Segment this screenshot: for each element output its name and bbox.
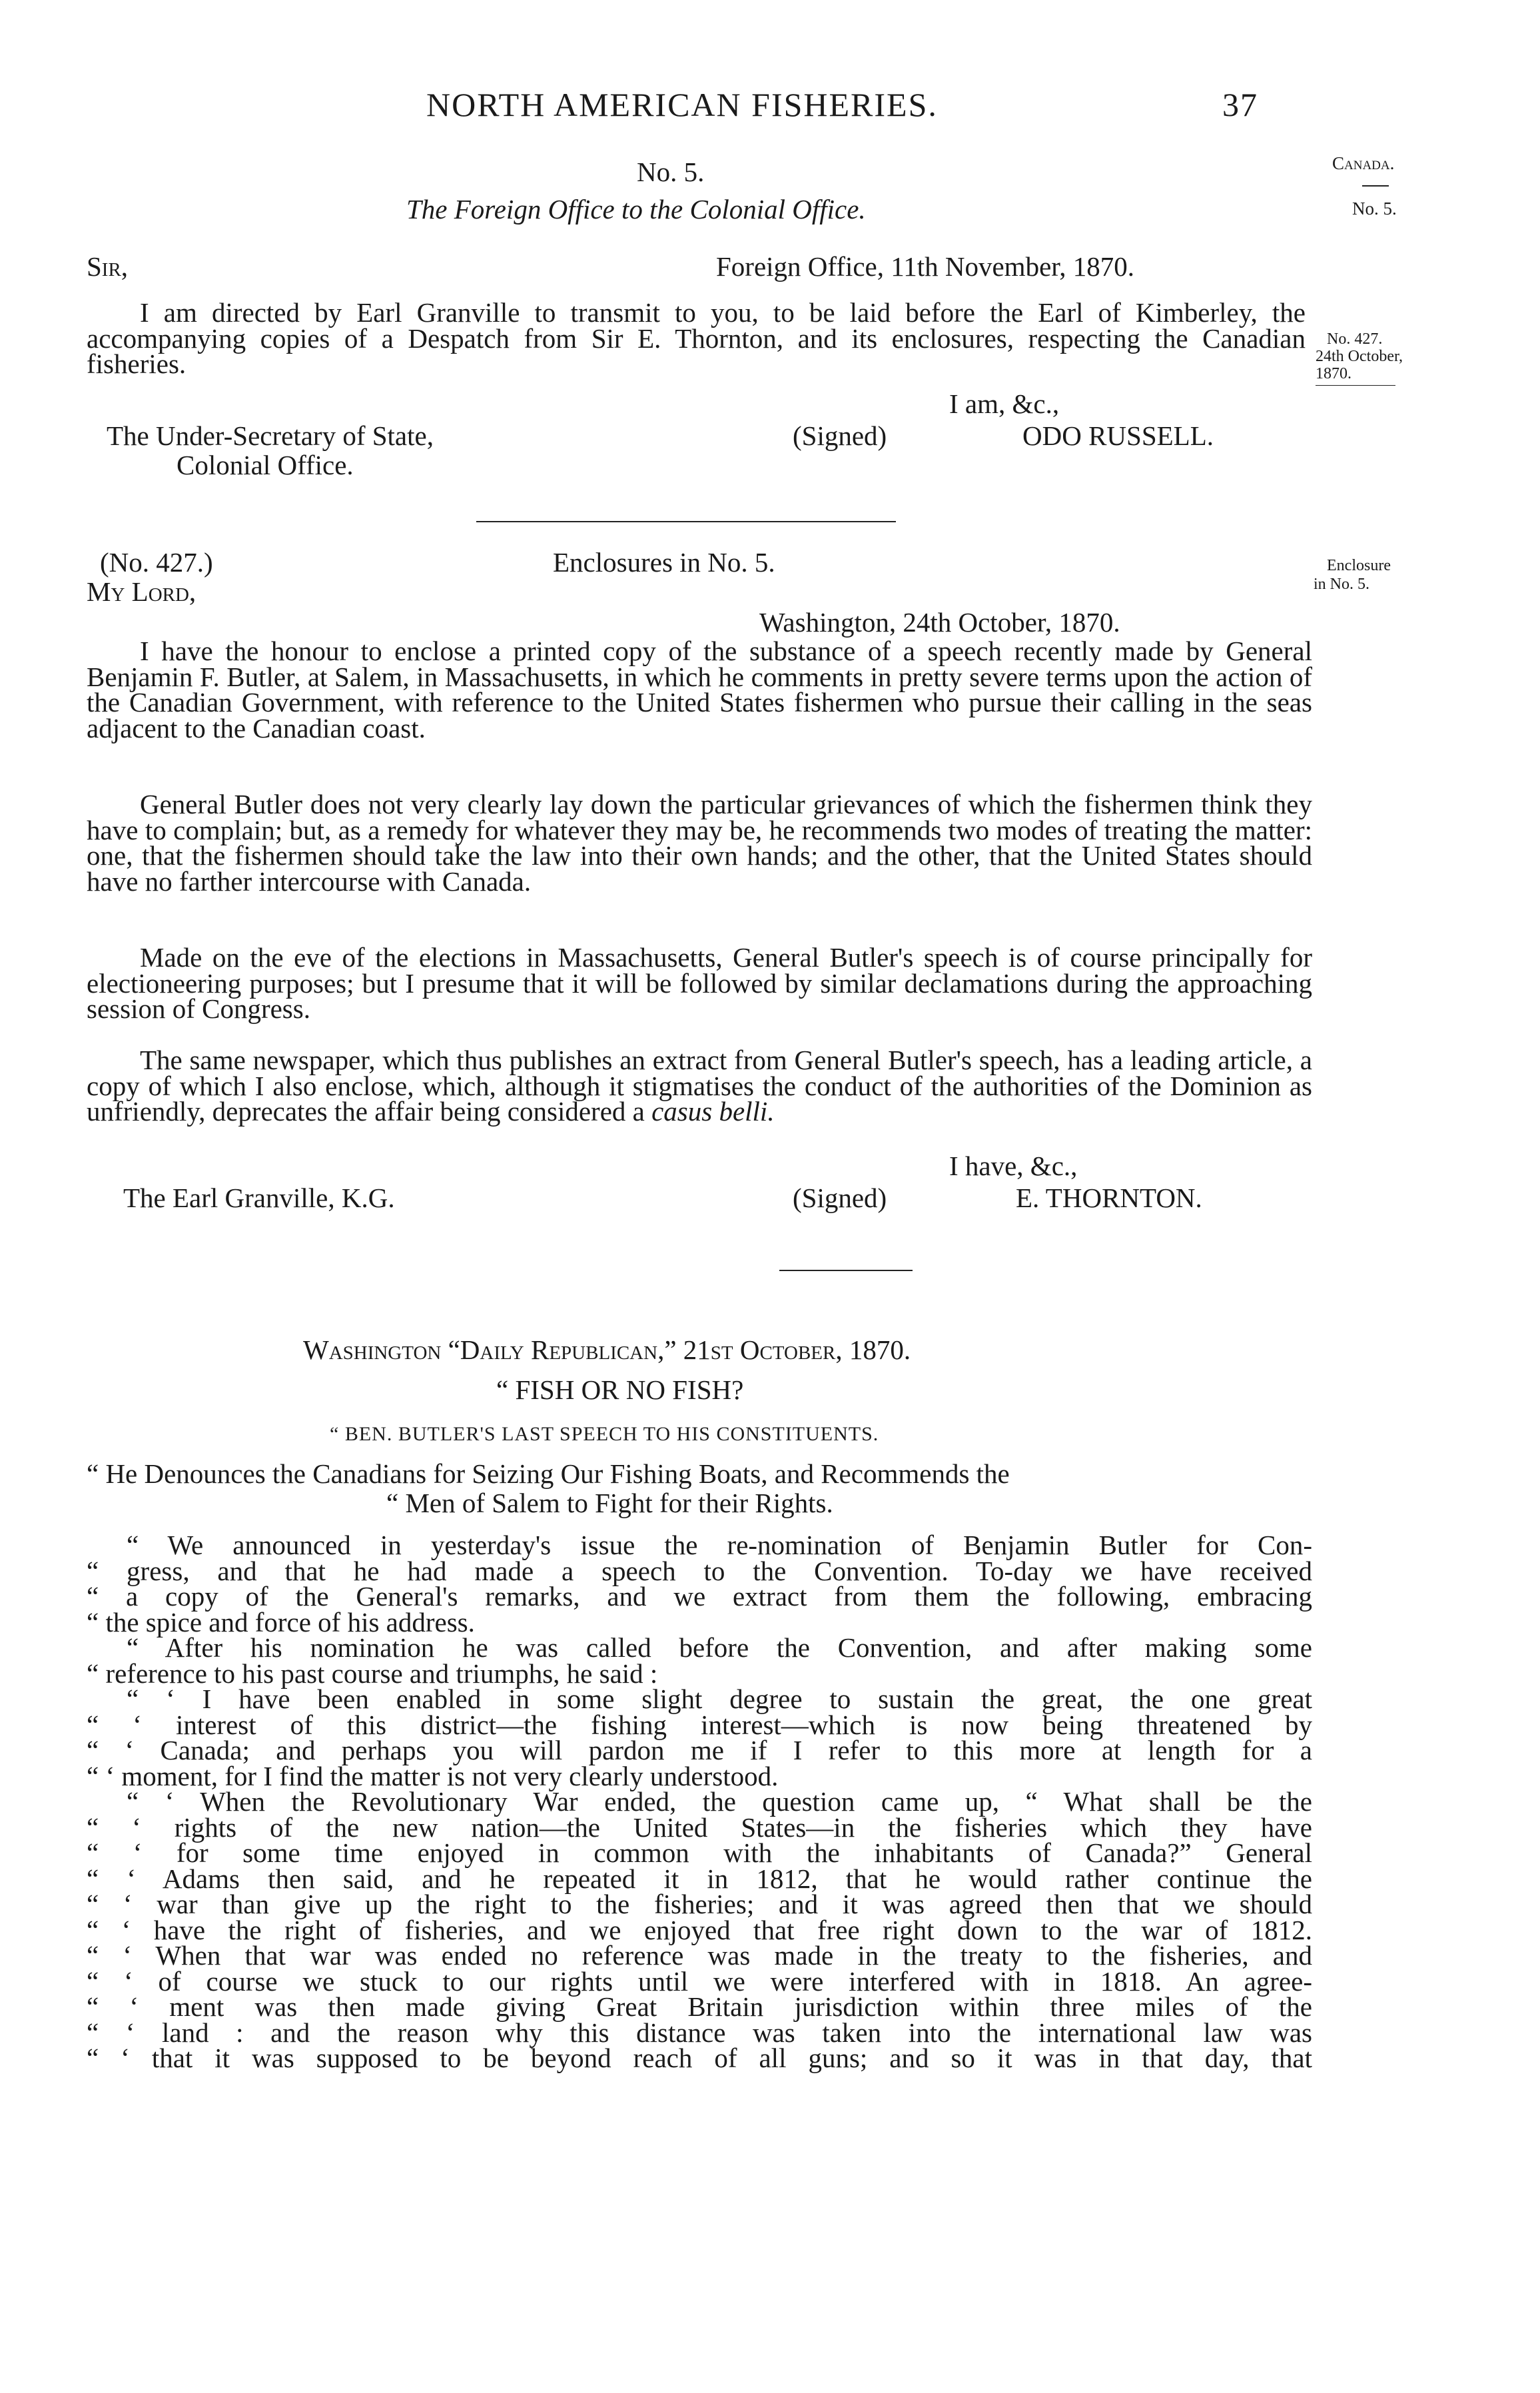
quote-line: “ ‘ interest of this district—the fishing interest—which is now being threatened by xyxy=(87,1709,1312,1740)
enclosure-paragraph-1 xyxy=(87,638,1312,741)
enclosure-paragraph-4-text: The same newspaper, which thus publishes an extract from General Butler's speech, has a leading article, a copy of which I also enclose, which, although it stigmatises the conduct of the authorities of the Dominion as unfriendly, deprecates the affair being considered a xyxy=(87,1045,1312,1127)
enclosure-signed: (Signed) xyxy=(793,1183,887,1213)
letter-subtitle xyxy=(406,192,866,227)
enclosure-closing: I have, &c., xyxy=(949,1151,1078,1181)
enclosure-paragraph-3-text: Made on the eve of the elections in Massachusetts, General Butler's speech is of course principally for electioneering purposes; but I presume that it will be followed by similar declamations during the approaching session of Congress. xyxy=(87,942,1312,1024)
enclosure-heading: Enclosures in No. 5. xyxy=(553,547,775,578)
enclosure-signer: E. THORNTON. xyxy=(1016,1183,1202,1213)
enclosure-number: (No. 427.) xyxy=(100,547,213,578)
enclosure-recipient: The Earl Granville, K.G. xyxy=(123,1183,395,1213)
quote-line: “ the spice and force of his address. xyxy=(87,1606,475,1638)
margin-rule-2 xyxy=(1316,385,1395,386)
quote-line: “ ‘ I have been enabled in some slight degree to sustain the great, the one great xyxy=(127,1683,1312,1714)
enclosure-dateline: Washington, 24th October, 1870. xyxy=(759,607,1120,638)
letter-recipient-2: Colonial Office. xyxy=(177,450,354,480)
letter-closing: I am, &c., xyxy=(949,388,1060,419)
divider-1 xyxy=(476,521,896,522)
letter-recipient-1: The Under-Secretary of State, xyxy=(107,420,434,451)
divider-2 xyxy=(779,1270,913,1271)
letter-signed: (Signed) xyxy=(793,420,887,451)
quote-line: “ ‘ moment, for I find the matter is not very clearly understood. xyxy=(87,1760,779,1791)
enclosure-paragraph-2 xyxy=(87,789,1312,897)
newspaper-deck-2: “ Men of Salem to Fight for their Rights. xyxy=(386,1488,833,1518)
newspaper-body xyxy=(87,1532,1312,2071)
margin-rule xyxy=(1362,185,1389,187)
quote-line: “ a copy of the General's remarks, and we extract from them the following, embracing xyxy=(87,1581,1312,1612)
enclosure-paragraph-3 xyxy=(87,942,1312,1024)
quote-line: “ ‘ for some time enjoyed in common with the inhabitants of Canada?” General xyxy=(87,1837,1312,1868)
letter-number: No. 5. xyxy=(637,157,705,187)
casus-belli: casus belli. xyxy=(651,1096,775,1127)
quote-line: “ After his nomination he was called before the Convention, and after making some xyxy=(127,1632,1312,1663)
quote-line: “ reference to his past course and triumphs, he said : xyxy=(87,1658,658,1689)
enclosure-paragraph-1-text: I have the honour to enclose a printed copy of the substance of a speech recently made by General Benjamin F. Butler, at Salem, in Massachusetts, in which he comments in pretty severe terms upon the action of the Canadian Government, with reference to the United States fishermen who pursue their calling in the seas adjacent to the Canadian coast. xyxy=(87,636,1312,743)
quote-line: “ ‘ land : and the reason why this distance was taken into the international law was xyxy=(87,2017,1312,2048)
letter-dateline: Foreign Office, 11th November, 1870. xyxy=(716,251,1135,282)
letter-salutation: Sir, xyxy=(87,251,129,282)
margin-year427: 1870. xyxy=(1316,365,1351,382)
margin-no427: No. 427. xyxy=(1327,330,1383,348)
enclosure-paragraph-4 xyxy=(87,1047,1312,1125)
margin-canada: Canada. xyxy=(1332,153,1395,173)
quote-line: “ ‘ that it was supposed to be beyond reach of all guns; and so it was in that day, that xyxy=(87,2043,1312,2073)
newspaper-headline: “ FISH OR NO FISH? xyxy=(496,1374,744,1405)
quote-line: “ ‘ of course we stuck to our rights until we were interfered with in 1818. An agree- xyxy=(87,1965,1312,1997)
letter-subtitle-text: The Foreign Office to the Colonial Office. xyxy=(406,194,866,225)
newspaper-masthead: Washington “Daily Republican,” 21st October, 1870. xyxy=(303,1334,911,1365)
quote-line: “ ‘ have the right of fisheries, and we enjoyed that free right down to the war of 1812. xyxy=(87,1914,1312,1945)
running-title: NORTH AMERICAN FISHERIES. xyxy=(426,86,938,123)
letter-signer: ODO RUSSELL. xyxy=(1022,420,1214,451)
newspaper-deck-1: “ He Denounces the Canadians for Seizing Our Fishing Boats, and Recommends the xyxy=(87,1458,1010,1489)
enclosure-paragraph-2-text: General Butler does not very clearly lay down the particular grievances of which the fishermen think they have to complain; but, as a remedy for whatever they may be, he recommends two modes of treating the matter: one, that the fishermen should take the law into their own hands; and the other, that the United States should have no farther intercourse with Canada. xyxy=(87,789,1312,897)
quote-line: “ ‘ ment was then made giving Great Britain jurisdiction within three miles of the xyxy=(87,1991,1312,2022)
enclosure-salutation: My Lord, xyxy=(87,576,196,607)
quote-line: “ ‘ rights of the new nation—the United States—in the fisheries which they have xyxy=(87,1811,1312,1843)
margin-no5: No. 5. xyxy=(1352,199,1397,219)
letter-body xyxy=(87,297,1306,379)
margin-in-no5: in No. 5. xyxy=(1314,576,1369,593)
quote-line: “ We announced in yesterday's issue the re-nomination of Benjamin Butler for Con- xyxy=(127,1530,1312,1560)
margin-date427: 24th October, xyxy=(1316,348,1403,365)
quote-line: “ ‘ Canada; and perhaps you will pardon me if I refer to this more at length for a xyxy=(87,1735,1312,1765)
letter-body-text: I am directed by Earl Granville to transmit to you, to be laid before the Earl of Kimberley, the accompanying copies of a Despatch from Sir E. Thornton, and its enclosures, respecting the Canadian fisheries. xyxy=(87,297,1306,379)
quote-line: “ ‘ When the Revolutionary War ended, the question came up, “ What shall be the xyxy=(127,1786,1312,1817)
quote-line: “ gress, and that he had made a speech to the Convention. To-day we have received xyxy=(87,1555,1312,1586)
margin-enclosure: Enclosure xyxy=(1327,557,1391,574)
quote-line: “ ‘ Adams then said, and he repeated it in 1812, that he would rather continue the xyxy=(87,1863,1312,1894)
page-number: 37 xyxy=(1222,86,1258,123)
quote-line: “ ‘ war than give up the right to the fisheries; and it was agreed then that we should xyxy=(87,1889,1312,1919)
newspaper-subhead: “ BEN. BUTLER'S LAST SPEECH TO HIS CONSTITUENTS. xyxy=(330,1423,879,1445)
quote-line: “ ‘ When that war was ended no reference was made in the treaty to the fisheries, and xyxy=(87,1940,1312,1971)
